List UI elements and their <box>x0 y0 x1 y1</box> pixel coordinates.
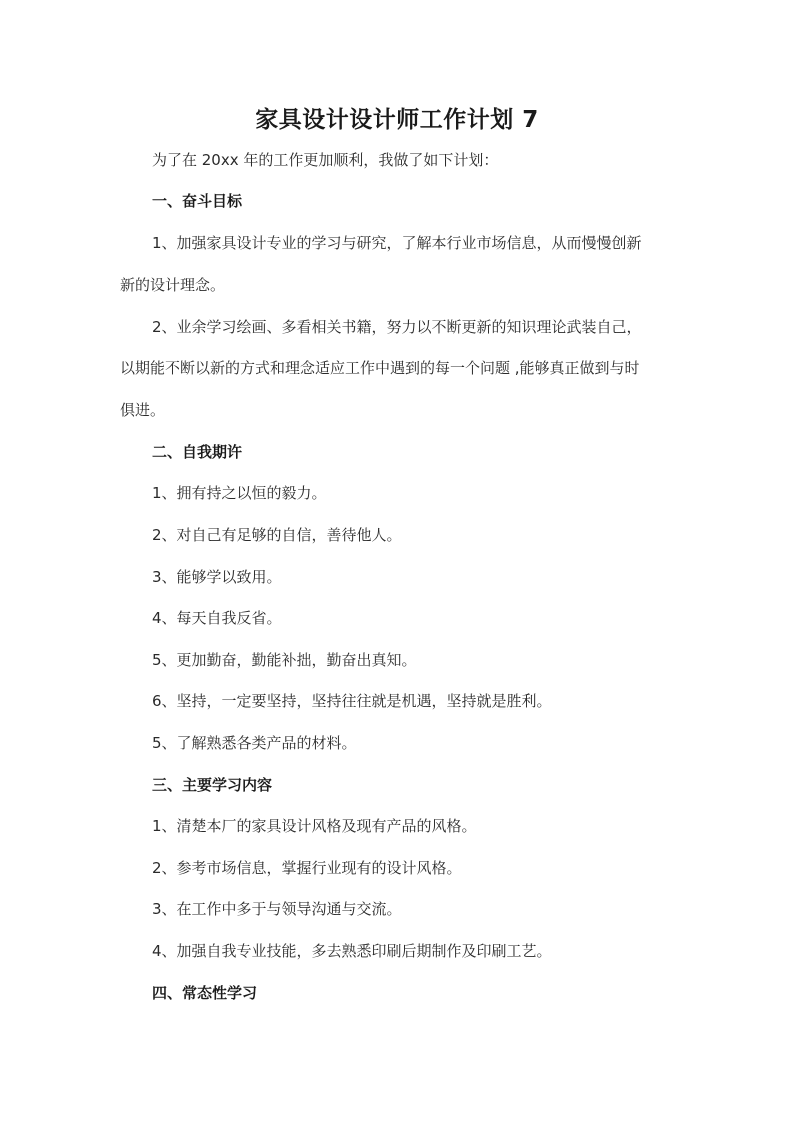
learning-item: 1、清楚本厂的家具设计风格及现有产品的风格。 <box>152 817 477 835</box>
learning-item: 2、参考市场信息，掌握行业现有的设计风格。 <box>152 859 462 877</box>
section-heading-learning-content: 三、主要学习内容 <box>152 776 273 794</box>
document-title: 家具设计设计师工作计划 7 <box>255 107 539 133</box>
expectation-item: 3、能够学以致用。 <box>152 568 282 586</box>
learning-item: 3、在工作中多于与领导沟通与交流。 <box>152 900 402 918</box>
section-heading-goals: 一、奋斗目标 <box>152 192 243 210</box>
goal-item-1-line-2: 新的设计理念。 <box>120 276 226 294</box>
learning-item: 4、加强自我专业技能，多去熟悉印刷后期制作及印刷工艺。 <box>152 942 552 960</box>
expectation-item: 4、每天自我反省。 <box>152 609 282 627</box>
expectation-item: 6、坚持，一定要坚持，坚持往往就是机遇，坚持就是胜利。 <box>152 692 552 710</box>
goal-item-2-line-1: 2、业余学习绘画、多看相关书籍，努力以不断更新的知识理论武装自己， <box>152 318 642 336</box>
goal-item-2-line-2: 以期能不断以新的方式和理念适应工作中遇到的每一个问题 ,能够真正做到与时 <box>120 359 640 377</box>
expectation-item: 5、更加勤奋，勤能补拙，勤奋出真知。 <box>152 651 417 669</box>
expectation-item: 5、了解熟悉各类产品的材料。 <box>152 734 357 752</box>
intro-paragraph: 为了在 20xx 年的工作更加顺利，我做了如下计划： <box>152 151 499 169</box>
section-heading-regular-learning: 四、常态性学习 <box>152 984 258 1002</box>
goal-item-2-line-3: 俱进。 <box>120 401 166 419</box>
section-heading-self-expectation: 二、自我期许 <box>152 443 243 461</box>
expectation-item: 2、对自己有足够的自信，善待他人。 <box>152 526 402 544</box>
goal-item-1-line-1: 1、加强家具设计专业的学习与研究，了解本行业市场信息，从而慢慢创新 <box>152 234 642 252</box>
expectation-item: 1、拥有持之以恒的毅力。 <box>152 484 327 502</box>
